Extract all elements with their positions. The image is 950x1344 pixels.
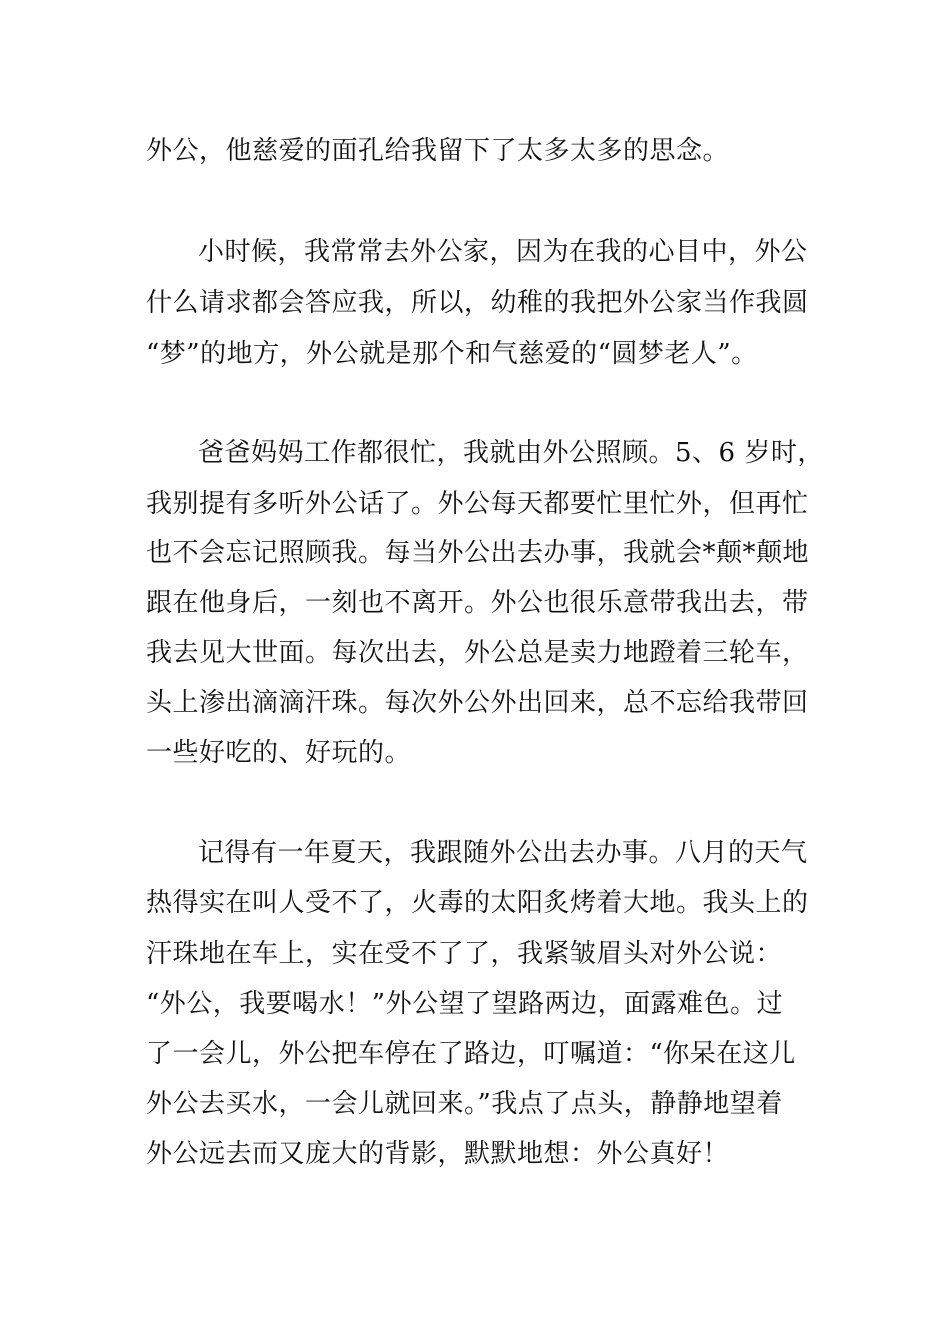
text-line: “梦”的地方，外公就是那个和气慈爱的“圆梦老人”。 [146,339,758,369]
text-line: 爸爸妈妈工作都很忙，我就由外公照顾。5、6 岁时， [198,438,824,468]
text-line: 头上渗出滴滴汗珠。每次外公外出回来，总不忘给我带回 [146,688,809,718]
text-line: 外公，他慈爱的面孔给我留下了太多太多的思念。 [146,136,730,166]
text-line: 了一会儿，外公把车停在了路边，叮嘱道：“你呆在这儿 [146,1039,796,1069]
text-line: 小时候，我常常去外公家，因为在我的心目中，外公 [198,237,808,267]
text-line: 外公去买水，一会儿就回来。”我点了点头，静静地望着 [146,1089,783,1119]
text-line: 记得有一年夏天，我跟随外公出去办事。八月的天气 [198,838,808,868]
text-line: 跟在他身后，一刻也不离开。外公也很乐意带我出去，带 [146,588,809,618]
text-line: 一些好吃的、好玩的。 [146,738,412,768]
text-line: “外公，我要喝水！”外公望了望路两边，面露难色。过 [146,989,784,1019]
text-line: 我去见大世面。每次出去，外公总是卖力地蹬着三轮车， [146,638,809,668]
text-line: 什么请求都会答应我，所以，幼稚的我把外公家当作我圆 [146,288,809,318]
text-line: 汗珠地在车上，实在受不了了，我紧皱眉头对外公说： [146,939,783,969]
text-line: 外公远去而又庞大的背影，默默地想：外公真好！ [146,1139,730,1169]
text-line: 我别提有多听外公话了。外公每天都要忙里忙外，但再忙 [146,489,809,519]
text-line: 也不会忘记照顾我。每当外公出去办事，我就会*颠*颠地 [146,538,810,568]
text-line: 热得实在叫人受不了，火毒的太阳炙烤着大地。我头上的 [146,888,809,918]
